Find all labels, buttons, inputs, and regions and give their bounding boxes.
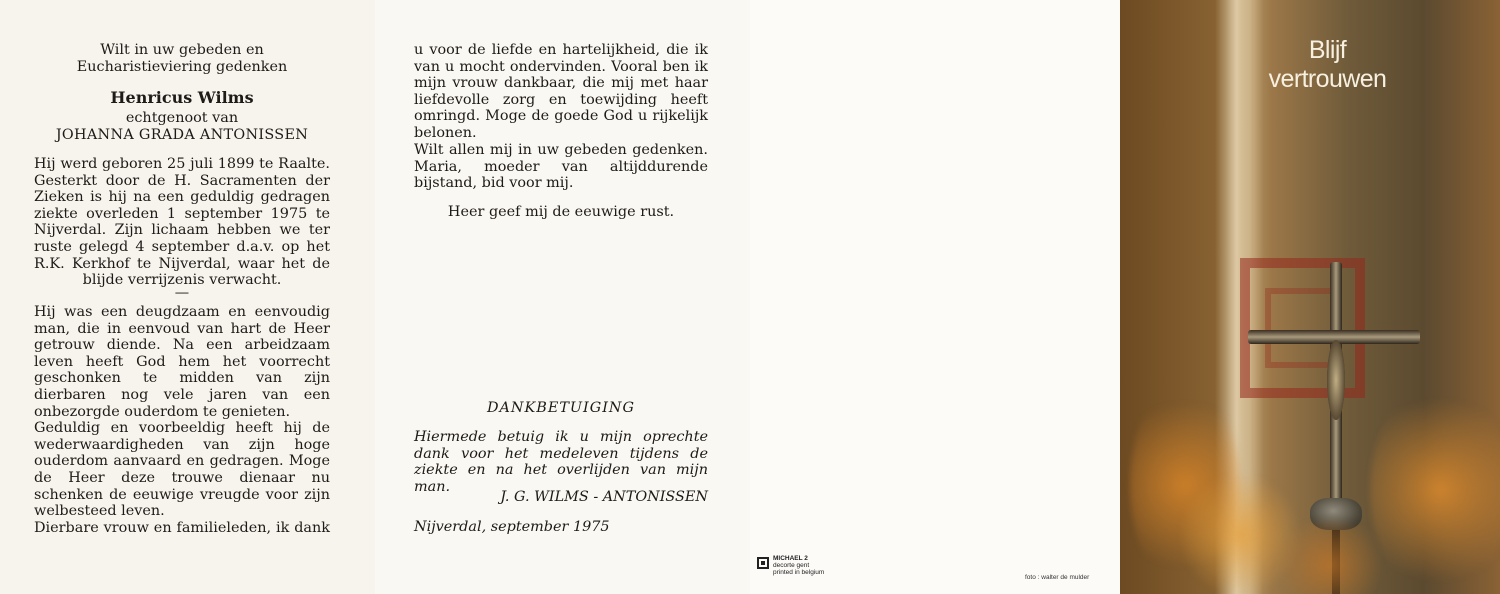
tribute-paragraph: Dierbare vrouw en familieleden, ik dank	[34, 519, 330, 536]
spouse-name: JOHANNA GRADA ANTONISSEN	[55, 127, 309, 143]
printer-imprint	[757, 555, 824, 576]
acknowledgement-text: Hiermede betuig ik u mijn oprechte dank voor het medeleven tijdens de ziekte en na het overlijden van mijn man.	[414, 429, 708, 495]
biography-text: Hij werd geboren 25 juli 1899 te Raalte. Gesterkt door de H. Sacramenten der Zieken is hij na een geduldig gedragen ziekte overleden 1 september 1975 te Nijverdal. Zijn lichaam hebben we ter ruste gelegd 4 september d.a.v. op het R.K. Kerkhof te Nijverdal, waar het de blijde verrijzenis verwacht.	[34, 156, 330, 289]
printer-brand: MICHAEL 2	[773, 555, 808, 562]
prayer-request: Wilt allen mij in uw gebeden gedenken. Maria, moeder van altijddurende bijstand, bid voor mij.	[414, 142, 708, 192]
corpus-figure	[1327, 340, 1345, 420]
printer-city: decorte gent	[773, 562, 810, 569]
cover-title-line: Blijf	[1308, 36, 1347, 64]
photo-credit: foto : walter de mulder	[1025, 574, 1090, 581]
section-divider: —	[174, 285, 190, 301]
back-panel	[750, 0, 1120, 594]
cover-title	[1240, 36, 1415, 94]
tribute-paragraph: Geduldig en voorbeeldig heeft hij de wederwaardigheden van zijn hoge ouderdom aanvaard en gedragen. Moge de Heer deze trouwe dienaar nu schenken de eeuwige vreugde voor zijn welbesteed leven.	[34, 420, 330, 520]
deceased-name: Henricus Wilms	[110, 88, 254, 107]
tribute-block	[34, 304, 330, 536]
inner-left-panel	[0, 0, 375, 594]
publisher-logo-icon	[757, 557, 769, 569]
spouse-label: echtgenoot van	[125, 110, 239, 126]
signature: J. G. WILMS - ANTONISSEN	[500, 489, 708, 505]
cover-panel	[1120, 0, 1500, 594]
printer-country: printed in belgium	[773, 569, 825, 576]
place-date: Nijverdal, september 1975	[414, 519, 610, 535]
rest-prayer: Heer geef mij de eeuwige rust.	[447, 204, 675, 220]
tribute-paragraph: Hij was een deugdzaam en eenvoudig man, die in eenvoud van hart de Heer getrouw diende. Na een arbeidzaam leven heeft God hem het voorrecht geschonken te midden van zijn dierbaren nog vele jaren van een onbezorgde ouderdom te genieten.	[34, 304, 330, 420]
acknowledgement-title: DANKBETUIGING	[486, 400, 636, 416]
cover-title-line: vertrouwen	[1268, 65, 1387, 93]
intro-text: Wilt in uw gebeden en Eucharistieviering gedenken	[76, 42, 288, 75]
thanks-continuation: u voor de liefde en hartelijkheid, die ik van u mocht ondervinden. Vooral ben ik mijn vrouw dankbaar, die mij met haar liefdevolle zorg en toewijding heeft omringd. Moge de goede God u rijkelijk belonen.	[414, 42, 708, 141]
